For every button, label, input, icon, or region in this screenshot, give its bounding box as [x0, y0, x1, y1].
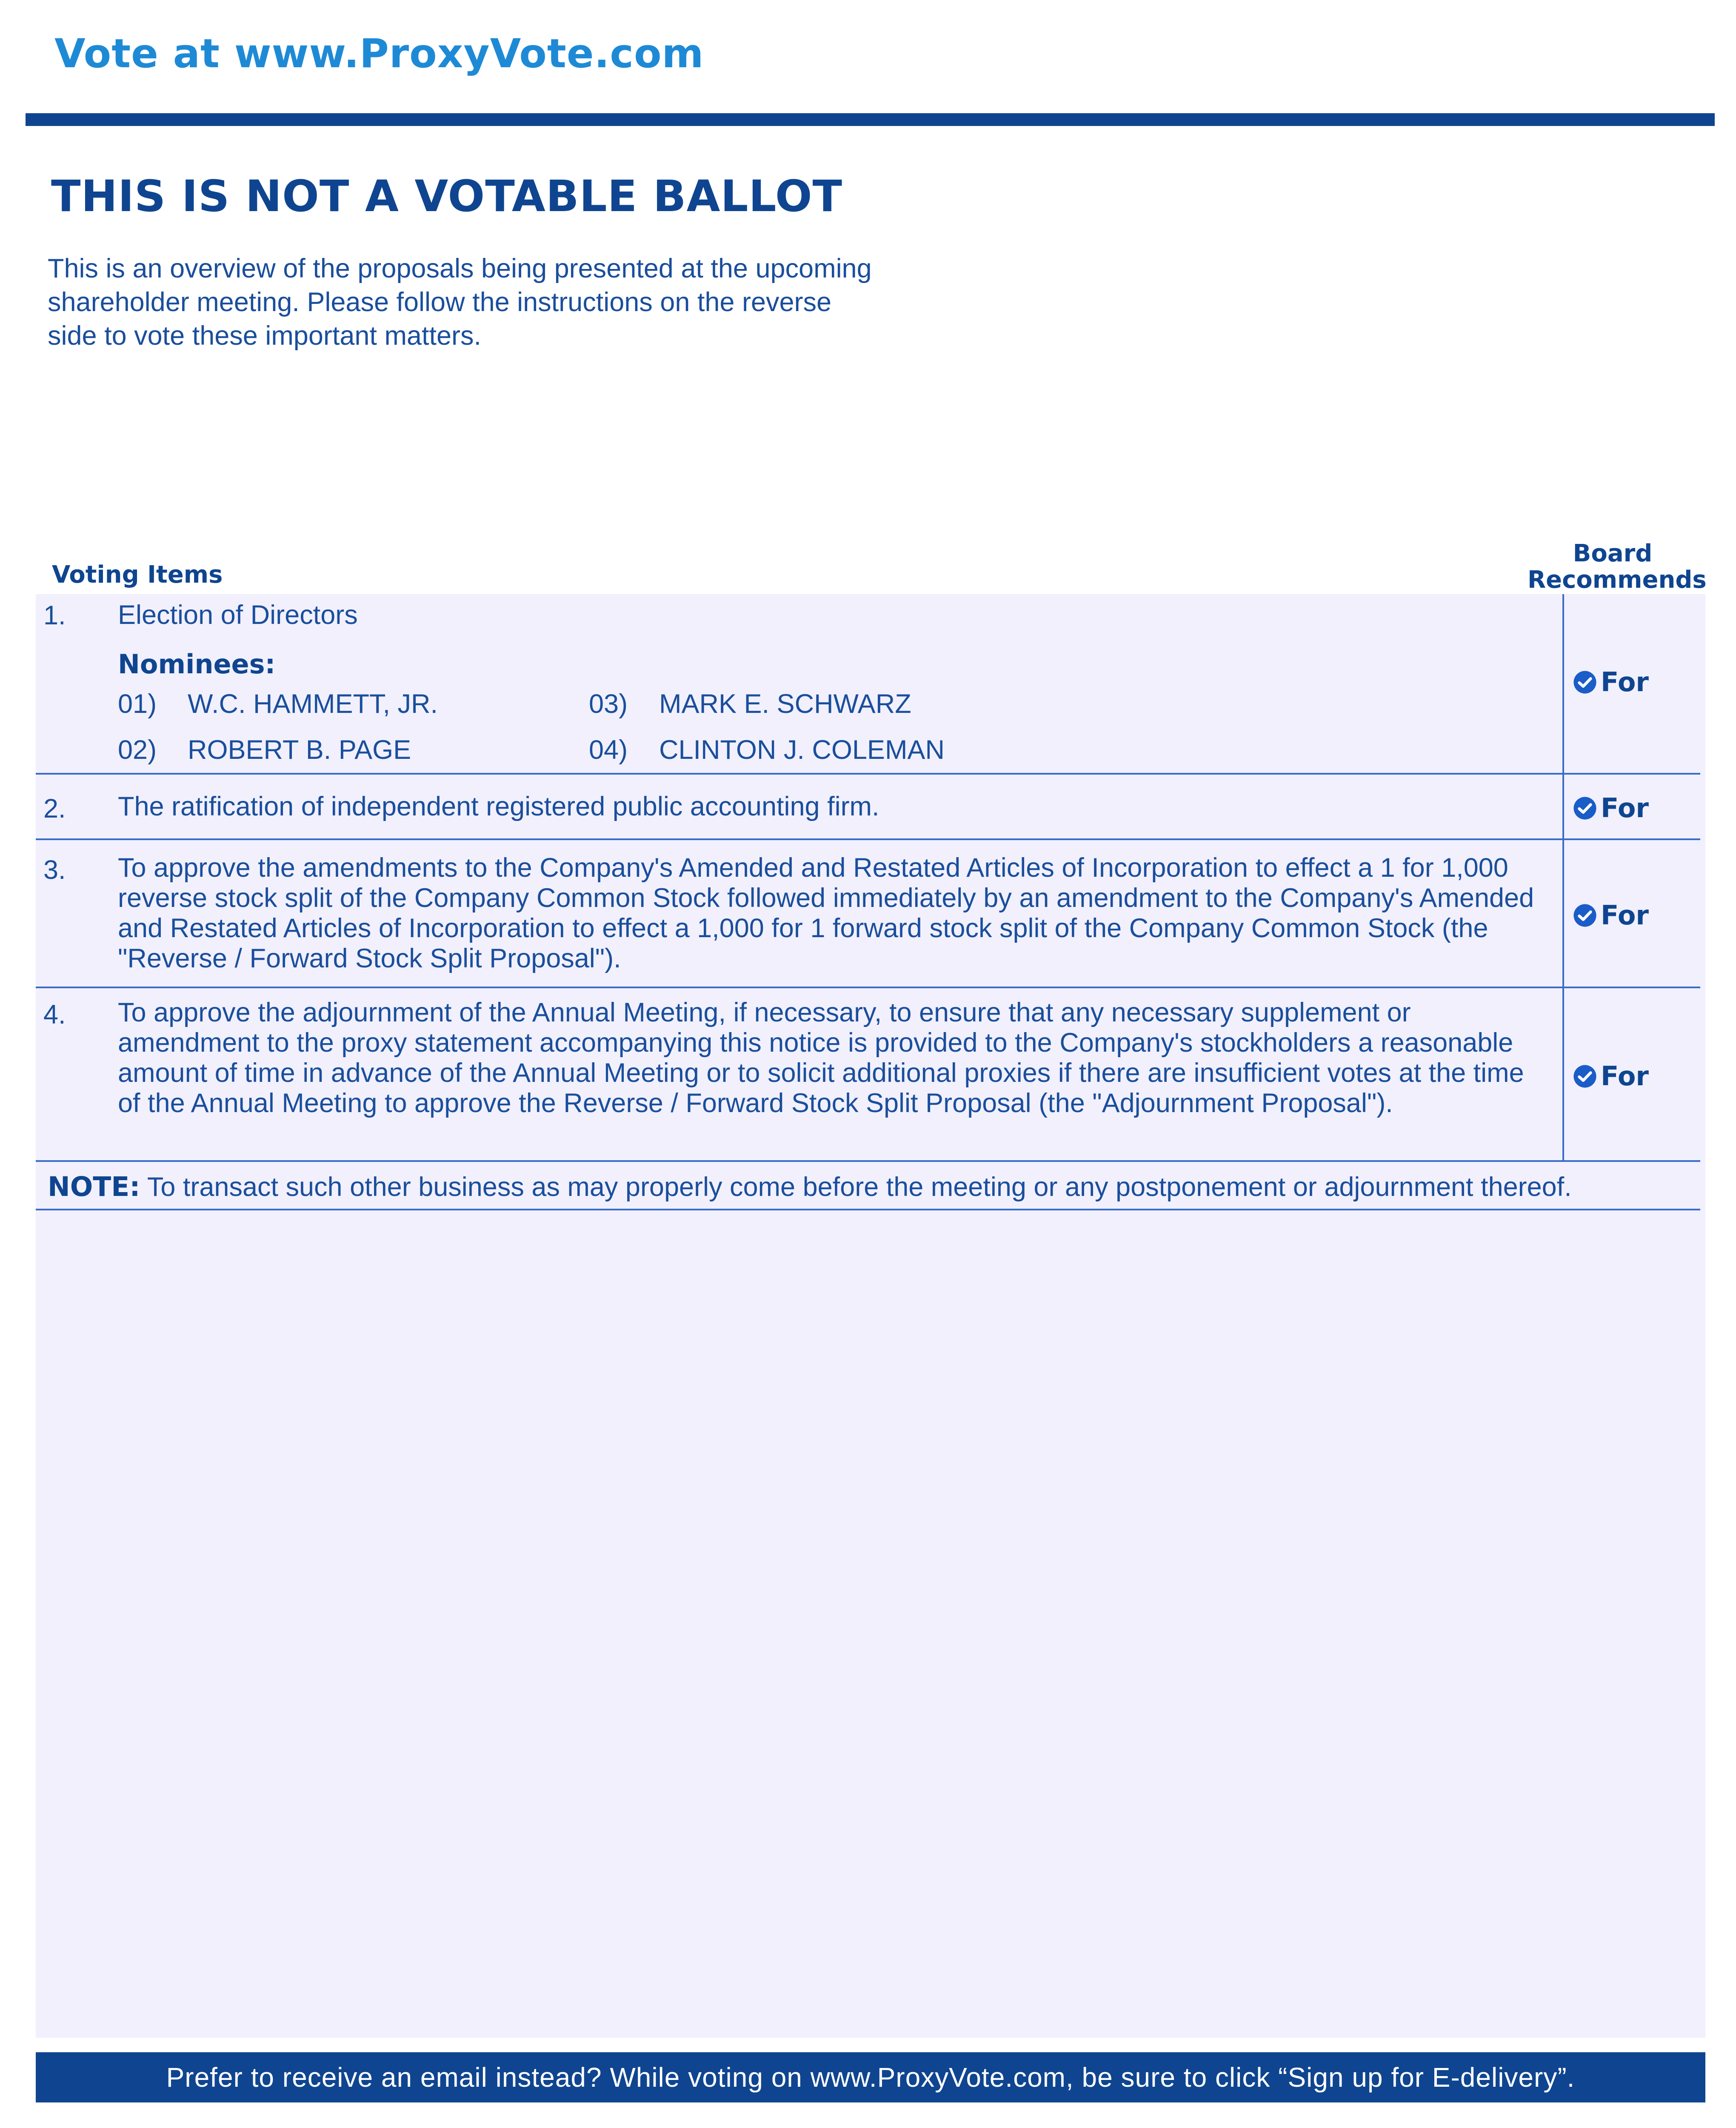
voting-item-3 [36, 840, 1700, 988]
voting-item-4 [36, 988, 1700, 1162]
column-divider [1562, 594, 1564, 775]
note-label: NOTE: [48, 1171, 140, 1202]
recommendation [1573, 792, 1649, 824]
voting-items-header: Voting Items [52, 561, 223, 589]
column-divider [1562, 840, 1564, 988]
note [48, 1171, 1572, 1202]
column-divider [1562, 988, 1564, 1162]
recommendation [1573, 666, 1649, 698]
board-recommends-header: Board Recommends [1528, 540, 1707, 594]
check-circle-icon [1573, 903, 1597, 928]
voting-item-1 [36, 594, 1700, 775]
recommendation-label: For [1601, 666, 1649, 698]
page-title: THIS IS NOT A VOTABLE BALLOT [51, 171, 843, 222]
item-text: To approve the amendments to the Company's Amended and Restated Articles of Incorporation to effect a 1 for 1,000 reverse stock split of the Company Common Stock followed immediately by an amendment to the Company's Amended and Restated Articles of Incorporation to effect a 1,000 for 1 forward stock split of the Company Common Stock (the "Reverse / Forward Stock Split Proposal"). [118, 853, 1534, 973]
check-circle-icon [1573, 796, 1597, 821]
nominees-label: Nominees: [118, 649, 276, 680]
nominee-number: 03) [589, 689, 628, 719]
item-text: Election of Directors [118, 600, 358, 630]
item-number: 1. [43, 601, 66, 630]
recommendation-label: For [1601, 792, 1649, 824]
recommendation-label: For [1601, 1061, 1649, 1092]
footer-banner [36, 2052, 1705, 2102]
recommendation [1573, 900, 1649, 931]
column-divider [1562, 775, 1564, 840]
recommendation [1573, 1061, 1649, 1092]
voting-item-2 [36, 775, 1700, 840]
nominee-number: 04) [589, 735, 628, 765]
nominee-name: CLINTON J. COLEMAN [659, 735, 945, 765]
nominee-number: 02) [118, 735, 157, 765]
note-rule [36, 1209, 1700, 1210]
check-circle-icon [1573, 1064, 1597, 1089]
note-text: To transact such other business as may properly come before the meeting or any postponement or adjournment thereof. [147, 1172, 1572, 1202]
item-number: 2. [43, 794, 66, 824]
nominee-name: W.C. HAMMETT, JR. [188, 689, 438, 719]
footer-text: Prefer to receive an email instead? While voting on www.ProxyVote.com, be sure to click “Sign up for E-delivery”. [166, 2062, 1575, 2093]
proxyvote-link[interactable]: Vote at www.ProxyVote.com [54, 31, 704, 77]
item-number: 3. [43, 855, 66, 885]
nominee-number: 01) [118, 689, 157, 719]
item-text: To approve the adjournment of the Annual Meeting, if necessary, to ensure that any necessary supplement or amendment to the proxy statement accompanying this notice is provided to the Company's stockholders a reasonable amount of time in advance of the Annual Meeting or to solicit additional proxies if there are insufficient votes at the time of the Annual Meeting to approve the Reverse / Forward Stock Split Proposal (the "Adjournment Proposal"). [118, 998, 1524, 1118]
intro-text: This is an overview of the proposals being presented at the upcoming shareholder meeting. Please follow the instructions on the reverse side to vote these important matters. [48, 254, 872, 351]
nominee-name: ROBERT B. PAGE [188, 735, 411, 765]
header-rule [26, 113, 1715, 126]
check-circle-icon [1573, 670, 1597, 695]
item-text: The ratification of independent registered public accounting firm. [118, 792, 879, 821]
nominee-name: MARK E. SCHWARZ [659, 689, 911, 719]
recommendation-label: For [1601, 900, 1649, 931]
item-number: 4. [43, 1000, 66, 1030]
